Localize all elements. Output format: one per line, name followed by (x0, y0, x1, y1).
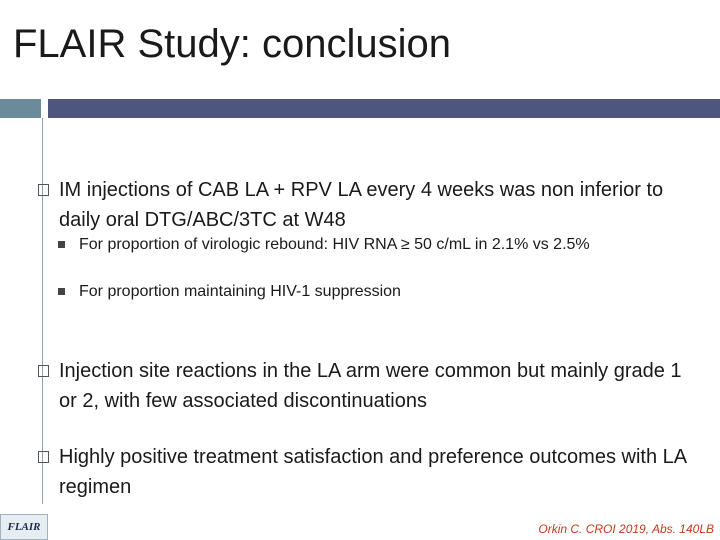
square-bullet-icon (38, 451, 49, 463)
square-bullet-icon (58, 241, 65, 248)
bullet-1-text: IM injections of CAB LA + RPV LA every 4 weeks was non inferior to daily oral DTG/ABC/3TC at W48 (59, 179, 664, 231)
citation: Orkin C. CROI 2019, Abs. 140LB (538, 522, 714, 536)
square-bullet-icon (58, 288, 65, 295)
sub-bullet-2-text: For proportion maintaining HIV-1 suppression (79, 283, 401, 300)
bullet-2-text: Injection site reactions in the LA arm were common but mainly grade 1 or 2, with few associated discontinuations (59, 360, 682, 412)
frame-line (42, 118, 43, 504)
square-bullet-icon (38, 365, 49, 377)
bullet-3-text: Highly positive treatment satisfaction and preference outcomes with LA regimen (59, 446, 686, 498)
accent-bar-right (48, 99, 720, 118)
slide-title: FLAIR Study: conclusion (13, 22, 451, 66)
square-bullet-icon (38, 184, 49, 196)
accent-bar-left (0, 99, 41, 118)
sub-bullet-1-text: For proportion of virologic rebound: HIV RNA ≥ 50 c/mL in 2.1% vs 2.5% (79, 236, 590, 253)
flair-logo: FLAIR (0, 514, 48, 540)
